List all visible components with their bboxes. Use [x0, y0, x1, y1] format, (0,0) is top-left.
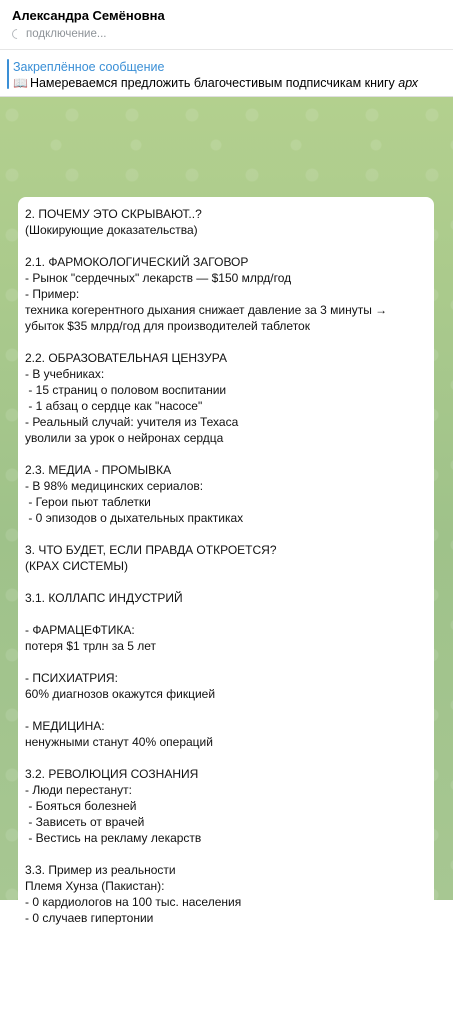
- message-line: (КРАХ СИСТЕМЫ): [25, 559, 129, 573]
- pinned-text-italic: арх: [398, 76, 419, 90]
- message-line: 3.3. Пример из реальности: [25, 863, 176, 877]
- pinned-text: [13, 76, 418, 90]
- message-blank-line: [25, 238, 434, 254]
- message-line: 2. ПОЧЕМУ ЭТО СКРЫВАЮТ..?: [25, 207, 202, 221]
- message-blank-line: [25, 334, 434, 350]
- message-line: - ПСИХИАТРИЯ:: [25, 671, 118, 685]
- message-bubble[interactable]: [18, 197, 434, 1017]
- message-blank-line: [25, 654, 434, 670]
- message-line: - Бояться болезней: [25, 799, 137, 813]
- message-line: - МЕДИЦИНА:: [25, 719, 105, 733]
- message-line: - 15 страниц о половом воспитании: [25, 383, 227, 397]
- message-line: - 0 кардиологов на 100 тыс. населения: [25, 895, 242, 909]
- message-line: - В учебниках:: [25, 367, 105, 381]
- message-blank-line: [25, 606, 434, 622]
- message-blank-line: [25, 702, 434, 718]
- message-line: уволили за урок о нейронах сердца: [25, 431, 224, 445]
- message-line: 3.1. КОЛЛАПС ИНДУСТРИЙ: [25, 591, 183, 605]
- message-line: - 0 случаев гипертонии: [25, 911, 154, 925]
- pinned-accent-bar: [7, 59, 9, 89]
- message-blank-line: [25, 526, 434, 542]
- message-line: - Люди перестанут:: [25, 783, 132, 797]
- message-line: - Рынок "сердечных" лекарств — $150 млрд/год: [25, 271, 292, 285]
- message-line: 3. ЧТО БУДЕТ, ЕСЛИ ПРАВДА ОТКРОЕТСЯ?: [25, 543, 277, 557]
- message-line: потеря $1 трлн за 5 лет: [25, 639, 157, 653]
- message-blank-line: [25, 750, 434, 766]
- chat-title[interactable]: Александра Семёновна: [12, 8, 165, 23]
- message-line: 2.2. ОБРАЗОВАТЕЛЬНАЯ ЦЕНЗУРА: [25, 351, 227, 365]
- connection-status-text: подключение...: [26, 28, 107, 40]
- message-line: - Вестись на рекламу лекарств: [25, 831, 202, 845]
- message-line: техника когерентного дыхания снижает давление за 3 минуты →: [25, 303, 388, 317]
- message-line: 60% диагнозов окажутся фикцией: [25, 687, 216, 701]
- message-line: 2.3. МЕДИА - ПРОМЫВКА: [25, 463, 172, 477]
- pinned-text-prefix: Намереваемся предложить благочестивым подписчикам книгу: [29, 76, 399, 90]
- message-line: - Зависеть от врачей: [25, 815, 145, 829]
- message-line: - Герои пьют таблетки: [25, 495, 151, 509]
- message-line: - Пример:: [25, 287, 80, 301]
- message-blank-line: [25, 446, 434, 462]
- connection-status: [12, 28, 106, 40]
- message-line: - В 98% медицинских сериалов:: [25, 479, 204, 493]
- pinned-label: Закреплённое сообщение: [13, 60, 165, 74]
- message-line: убыток $35 млрд/год для производителей таблеток: [25, 319, 310, 333]
- message-line: 2.1. ФАРМОКОЛОГИЧЕСКИЙ ЗАГОВОР: [25, 255, 249, 269]
- open-book-icon: 📖: [13, 76, 28, 90]
- message-line: - 1 абзац о сердце как "насосе": [25, 399, 203, 413]
- message-blank-line: [25, 846, 434, 862]
- message-line: - 0 эпизодов о дыхательных практиках: [25, 511, 244, 525]
- message-line: - Реальный случай: учителя из Техаса: [25, 415, 239, 429]
- chat-header[interactable]: [0, 0, 453, 50]
- message-line: (Шокирующие доказательства): [25, 223, 198, 237]
- chat-area[interactable]: [0, 97, 453, 925]
- message-line: 3.2. РЕВОЛЮЦИЯ СОЗНАНИЯ: [25, 767, 199, 781]
- pinned-message-bar[interactable]: [0, 51, 453, 97]
- loading-spinner-icon: [10, 27, 24, 41]
- message-line: Племя Хунза (Пакистан):: [25, 879, 165, 893]
- message-blank-line: [25, 574, 434, 590]
- message-line: - ФАРМАЦЕФТИКА:: [25, 623, 135, 637]
- message-line: ненужными станут 40% операций: [25, 735, 213, 749]
